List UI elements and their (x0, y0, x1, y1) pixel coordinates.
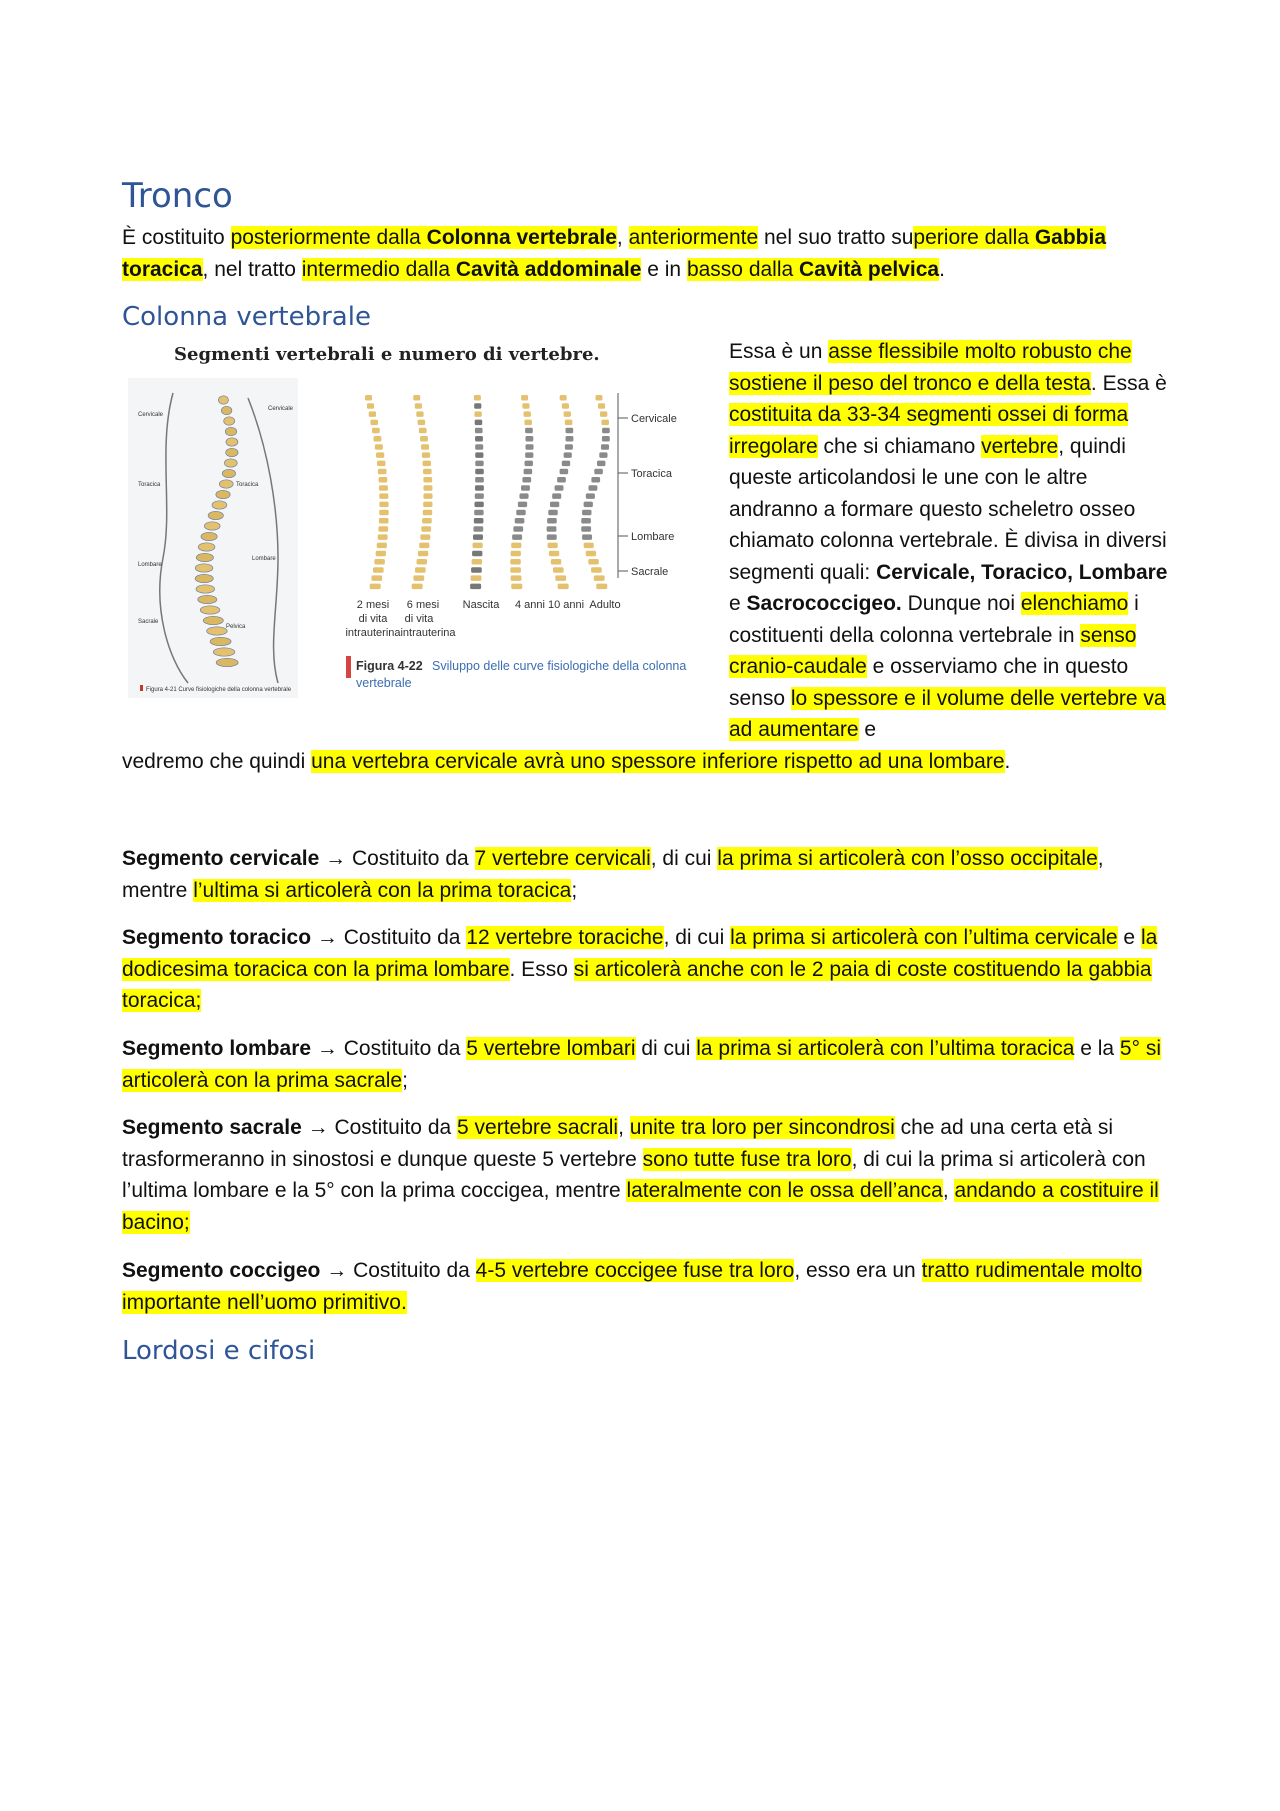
dev-vertebra (524, 411, 531, 417)
dev-vertebra (510, 567, 521, 573)
dev-vertebra (474, 502, 483, 508)
spine-figure (128, 338, 696, 728)
dev-vertebra (373, 567, 384, 573)
left-label-cervicale-r: Cervicale (268, 406, 294, 412)
dev-vertebra (415, 403, 422, 409)
stage-label-2-l1: Nascita (462, 599, 500, 611)
dev-vertebra (378, 526, 388, 532)
dev-vertebra (471, 575, 482, 581)
vertebra (216, 658, 238, 666)
dev-vertebra (595, 395, 602, 401)
dev-vertebra (513, 526, 523, 532)
dev-vertebra (424, 485, 433, 491)
segment-coccigeo: Segmento coccigeo → Costituito da 4-5 vertebre coccigee fuse tra loro, esso era un tratto rudimentale molto importante nell’uomo primitivo. (122, 1259, 1143, 1314)
dev-vertebra (566, 428, 574, 434)
dev-vertebra (374, 436, 382, 442)
caption-text: Sviluppo delle curve fisiologiche della colonna (432, 659, 687, 673)
vertebra (219, 480, 233, 488)
dev-vertebra (475, 477, 484, 483)
dev-vertebra (522, 403, 529, 409)
segment-lombare: Segmento lombare → Costituito da 5 vertebre lombari di cui la prima si articolerà con l’ultima toracica e la 5° si articolerà con la prima sacrale; (122, 1037, 1161, 1092)
dev-vertebra (365, 395, 372, 401)
dev-vertebra (525, 461, 533, 467)
dev-vertebra (558, 584, 569, 590)
dev-vertebra (525, 428, 533, 434)
stage-label-0-l1: 2 mesi (356, 599, 390, 611)
vertebra (222, 469, 235, 477)
dev-vertebra (376, 551, 386, 557)
dev-vertebra (555, 485, 564, 491)
dev-vertebra (422, 452, 430, 458)
segment-cervicale: Segmento cervicale → Costituito da 7 vertebre cervicali, di cui la prima si articolerà con l’osso occipitale, mentre l’ultima si articolerà con la prima toracica; (122, 847, 1104, 902)
dev-vertebra (473, 534, 483, 540)
dev-vertebra (601, 420, 609, 426)
left-label-cervicale: Cervicale (138, 412, 164, 418)
dev-vertebra (374, 559, 384, 565)
dev-vertebra (548, 510, 557, 516)
vertebra (196, 553, 213, 561)
vertebra (196, 585, 215, 593)
dev-vertebra (413, 395, 420, 401)
dev-vertebra (598, 403, 605, 409)
dev-vertebra (370, 420, 378, 426)
vertebra (224, 417, 235, 425)
dev-vertebra (474, 395, 481, 401)
dev-vertebra (475, 436, 483, 442)
dev-vertebra (419, 543, 429, 549)
section-heading-colonna: Colonna vertebrale (122, 302, 371, 332)
caption-marker (346, 656, 351, 678)
dev-vertebra (372, 428, 380, 434)
dev-vertebra (510, 559, 520, 565)
dev-vertebra (475, 469, 484, 475)
dev-vertebra (557, 477, 566, 483)
dev-vertebra (475, 493, 484, 499)
dev-vertebra (379, 502, 388, 508)
stage-label-0-l3: intrauterina (345, 627, 401, 639)
left-label-pelvica-r: Pelvica (226, 624, 246, 630)
dev-vertebra (547, 526, 557, 532)
vertebra (218, 396, 228, 404)
dev-vertebra (421, 526, 431, 532)
dev-vertebra (369, 411, 376, 417)
dev-vertebra (564, 411, 571, 417)
dev-vertebra (564, 452, 572, 458)
dev-vertebra (549, 551, 559, 557)
dev-vertebra (420, 534, 430, 540)
dev-vertebra (588, 559, 598, 565)
dev-vertebra (516, 510, 525, 516)
region-label-lombare: Lombare (631, 531, 675, 543)
dev-vertebra (422, 518, 432, 524)
dev-vertebra (379, 518, 389, 524)
dev-vertebra (378, 534, 388, 540)
dev-vertebra (588, 485, 597, 491)
dev-vertebra (475, 428, 483, 434)
dev-vertebra (547, 518, 557, 524)
dev-vertebra (475, 485, 484, 491)
dev-vertebra (522, 477, 531, 483)
dev-vertebra (548, 543, 558, 549)
dev-vertebra (599, 452, 607, 458)
dev-vertebra (416, 411, 423, 417)
dev-vertebra (474, 510, 483, 516)
dev-vertebra (379, 477, 388, 483)
dev-vertebra (602, 428, 610, 434)
dev-vertebra (423, 461, 431, 467)
stage-label-3-l1: 4 anni (515, 599, 545, 611)
dev-vertebra (475, 452, 483, 458)
dev-vertebra (524, 469, 533, 475)
dev-vertebra (470, 584, 481, 590)
dev-vertebra (412, 584, 423, 590)
dev-vertebra (515, 518, 525, 524)
caption-label: Figura 4-22 (356, 659, 423, 673)
region-label-sacrale: Sacrale (631, 566, 669, 578)
section-heading-lordosi: Lordosi e cifosi (122, 1336, 316, 1366)
dev-vertebra (423, 510, 432, 516)
dev-vertebra (423, 493, 432, 499)
dev-vertebra (596, 584, 607, 590)
side-paragraph: Essa è un asse flessibile molto robusto che sostiene il peso del tronco e della testa. Essa è costituita da 33-34 segmenti ossei di forma irregolare che si chiamano vertebre, quindi queste articolandosi le une con le altre andranno a formare questo scheletro osseo chiamato colonna vertebrale. È divisa in diversi segmenti quali: Cervicale, Toracico, Lombare e Sacrococcigeo. Dunque noi elenchiamo i costituenti della colonna vertebrale in senso cranio-caudale e osserviamo che in questo senso lo spessore e il volume delle vertebre va ad aumentare e (729, 340, 1168, 741)
dev-vertebra (472, 559, 482, 565)
dev-vertebra (565, 444, 573, 450)
figure-title: Segmenti vertebrali e numero di vertebre. (174, 344, 600, 365)
dev-vertebra (521, 485, 530, 491)
dev-vertebra (582, 510, 591, 516)
dev-vertebra (586, 493, 595, 499)
dev-vertebra (423, 502, 432, 508)
dev-vertebra (473, 526, 483, 532)
dev-vertebra (511, 575, 522, 581)
stage-labels (345, 599, 620, 639)
dev-vertebra (377, 461, 385, 467)
dev-vertebra (475, 461, 483, 467)
dev-vertebra (423, 477, 432, 483)
intro-paragraph: È costituito posteriormente dalla Colonna vertebrale, anteriormente nel suo tratto superiore dalla Gabbia toracica, nel tratto intermedio dalla Cavità addominale e in basso dalla Cavità pelvica. (122, 226, 1107, 281)
dev-vertebra (473, 543, 483, 549)
vertebra (224, 459, 237, 467)
dev-vertebra (418, 420, 426, 426)
vertebra (226, 438, 238, 446)
left-caption: Figura 4-21 Curve fisiologiche della colonna vertebrale (146, 687, 292, 693)
dev-vertebra (565, 420, 573, 426)
dev-vertebra (551, 559, 561, 565)
vertebra (195, 564, 213, 572)
dev-vertebra (560, 469, 569, 475)
vertebra (198, 595, 217, 603)
dev-vertebra (415, 567, 426, 573)
dev-vertebra (379, 510, 388, 516)
dev-vertebra (550, 502, 559, 508)
dev-vertebra (418, 551, 428, 557)
vertebra (212, 501, 227, 509)
dev-vertebra (602, 436, 610, 442)
dev-vertebra (474, 518, 484, 524)
segment-sacrale: Segmento sacrale → Costituito da 5 vertebre sacrali, unite tra loro per sincondrosi che ad una certa età si trasformeranno in sinostosi e dunque queste 5 vertebre sono tutte fuse tra loro, di cui la prima si articolerà con l’ultima lombare e la 5° con la prima coccigea, mentre lateralmente con le ossa dell’anca, andando a costituire il bacino; (122, 1116, 1159, 1234)
vertebra (221, 406, 231, 414)
left-label-lombare: Lombare (138, 562, 162, 568)
vertebra (201, 532, 217, 540)
dev-vertebra (420, 436, 428, 442)
vertebra (210, 637, 231, 645)
left-caption-marker (140, 685, 143, 691)
dev-vertebra (560, 395, 567, 401)
dev-vertebra (581, 518, 591, 524)
dev-vertebra (471, 567, 482, 573)
dev-vertebra (413, 575, 424, 581)
dev-vertebra (519, 493, 528, 499)
dev-vertebra (586, 551, 596, 557)
dev-vertebra (601, 444, 609, 450)
left-label-toracica-r: Toracica (236, 482, 259, 488)
vertebra (213, 648, 235, 656)
dev-vertebra (511, 543, 521, 549)
dev-vertebra (371, 575, 382, 581)
vertebra (208, 511, 223, 519)
dev-vertebra (475, 444, 483, 450)
dev-vertebra (419, 428, 427, 434)
left-label-sacrale: Sacrale (138, 619, 159, 625)
segment-toracico: Segmento toracico → Costituito da 12 vertebre toraciche, di cui la prima si articolerà con l’ultima cervicale e la dodicesima toracica con la prima lombare. Esso si articolerà anche con le 2 paia di coste costituendo la gabbia toracica; (122, 926, 1158, 1012)
stage-label-5-l1: Adulto (589, 599, 621, 611)
stage-label-1-l2: di vita (404, 613, 434, 625)
dev-vertebra (377, 543, 387, 549)
dev-vertebra (379, 485, 388, 491)
dev-vertebra (511, 584, 522, 590)
dev-vertebra (521, 395, 528, 401)
dev-vertebra (524, 420, 532, 426)
region-label-toracica: Toracica (631, 468, 672, 480)
dev-vertebra (566, 436, 574, 442)
dev-vertebra (525, 444, 533, 450)
vertebra (198, 543, 215, 551)
dev-vertebra (591, 477, 600, 483)
stage-label-0-l2: di vita (358, 613, 388, 625)
dev-vertebra (472, 551, 482, 557)
after-paragraph: vedremo che quindi una vertebra cervicale avrà uno spessore inferiore rispetto ad una lombare. (122, 750, 1011, 773)
dev-vertebra (525, 452, 533, 458)
dev-vertebra (562, 403, 569, 409)
dev-vertebra (547, 534, 557, 540)
vertebra (216, 490, 230, 498)
caption-text-2: vertebrale (356, 676, 412, 690)
dev-vertebra (375, 444, 383, 450)
dev-vertebra (367, 403, 374, 409)
dev-vertebra (511, 551, 521, 557)
dev-vertebra (594, 575, 605, 581)
dev-vertebra (562, 461, 570, 467)
dev-vertebra (423, 469, 432, 475)
dev-vertebra (475, 420, 483, 426)
stage-label-1-l1: 6 mesi (406, 599, 440, 611)
dev-vertebra (581, 526, 591, 532)
dev-vertebra (591, 567, 602, 573)
region-label-cervicale: Cervicale (631, 413, 677, 425)
page-title: Tronco (122, 176, 233, 216)
dev-vertebra (600, 411, 607, 417)
dev-vertebra (421, 444, 429, 450)
dev-vertebra (584, 543, 594, 549)
dev-vertebra (594, 469, 603, 475)
vertebra (195, 574, 213, 582)
vertebra (203, 616, 223, 624)
dev-vertebra (553, 567, 564, 573)
dev-vertebra (518, 502, 527, 508)
left-label-toracica: Toracica (138, 482, 161, 488)
dev-vertebra (525, 436, 533, 442)
dev-vertebra (370, 584, 381, 590)
stage-label-1-l3: intrauterina (400, 627, 456, 639)
vertebra (207, 627, 228, 635)
dev-vertebra (597, 461, 605, 467)
dev-vertebra (379, 493, 388, 499)
dev-vertebra (417, 559, 427, 565)
dev-vertebra (584, 502, 593, 508)
dev-vertebra (474, 411, 481, 417)
development-spines (365, 395, 610, 589)
spine-illustration (128, 338, 696, 728)
dev-vertebra (555, 575, 566, 581)
left-label-lombare-r: Lombare (252, 556, 276, 562)
dev-vertebra (378, 469, 387, 475)
dev-vertebra (582, 534, 592, 540)
vertebra (200, 606, 220, 614)
dev-vertebra (512, 534, 522, 540)
stage-label-4-l1: 10 anni (547, 599, 585, 611)
dev-vertebra (552, 493, 561, 499)
vertebra (204, 522, 220, 530)
vertebra (225, 427, 236, 435)
vertebra (226, 448, 238, 456)
dev-vertebra (474, 403, 481, 409)
dev-vertebra (376, 452, 384, 458)
